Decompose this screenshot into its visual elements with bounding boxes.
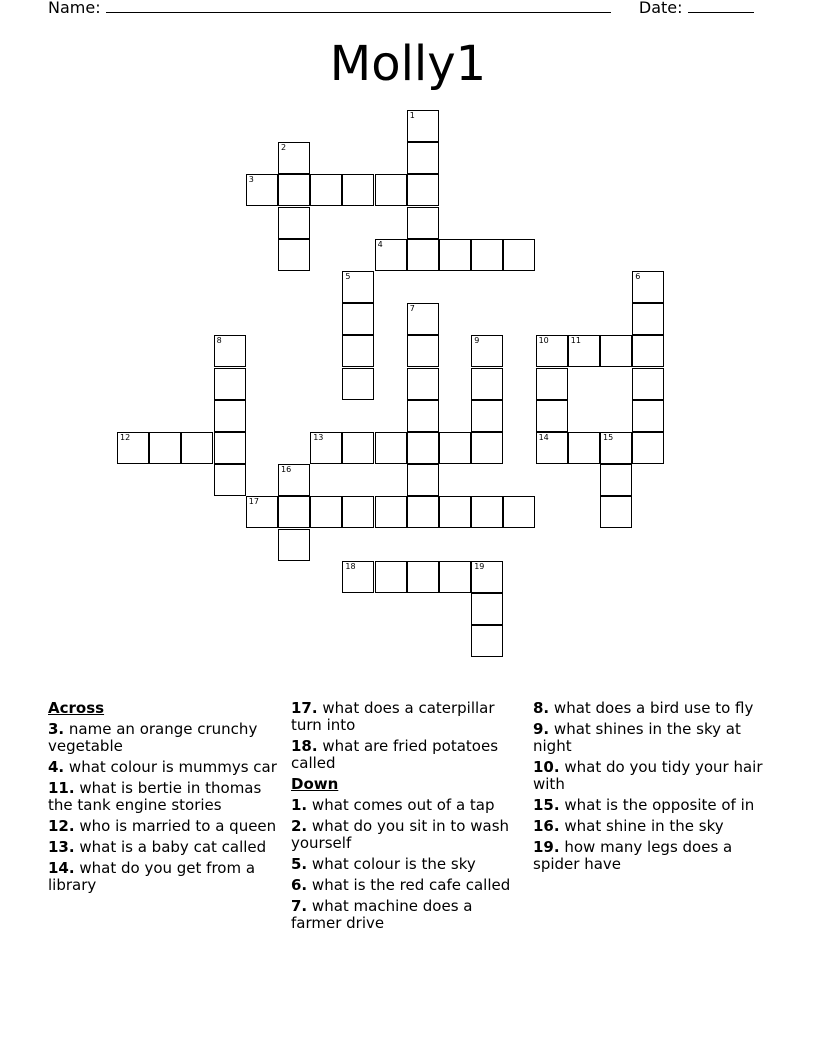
clue-item (291, 877, 526, 894)
clue-number: 19 (474, 561, 485, 571)
across-clues-list (48, 721, 283, 894)
grid-cell-10[interactable] (536, 335, 568, 367)
clue-item (48, 839, 283, 856)
clue-number: 6 (635, 272, 641, 281)
clue-item-text: what colour is mummys car (68, 758, 277, 776)
grid-cell[interactable] (600, 464, 632, 496)
grid-cell[interactable] (214, 432, 246, 464)
down-heading: Down (291, 775, 339, 793)
grid-cell[interactable] (342, 335, 374, 367)
clue-number: 5 (345, 272, 351, 281)
grid-cell[interactable] (214, 368, 246, 400)
grid-cell-18[interactable] (342, 561, 374, 593)
grid-cell[interactable] (632, 335, 664, 367)
clue-item-text: name an orange crunchy vegetable (48, 720, 258, 755)
down-clues-continued (533, 700, 768, 873)
grid-cell[interactable] (632, 432, 664, 464)
clue-number: 9 (474, 336, 480, 346)
grid-cell[interactable] (439, 496, 471, 528)
grid-cell[interactable] (181, 432, 213, 464)
grid-cell[interactable] (503, 239, 535, 271)
grid-cell[interactable] (214, 464, 246, 496)
clue-number: 16 (281, 465, 292, 475)
grid-cell-15[interactable] (600, 432, 632, 464)
clue-item-number: 3. (48, 720, 65, 738)
grid-cell[interactable] (342, 303, 374, 335)
grid-cell[interactable] (278, 529, 310, 561)
grid-cell[interactable] (375, 174, 407, 206)
grid-cell[interactable] (407, 142, 439, 174)
grid-cell[interactable] (471, 496, 503, 528)
clue-item-number: 16. (533, 817, 560, 835)
grid-cell[interactable] (439, 239, 471, 271)
clue-item (291, 818, 526, 852)
grid-cell[interactable] (407, 174, 439, 206)
grid-cell[interactable] (439, 432, 471, 464)
grid-cell[interactable] (600, 335, 632, 367)
clue-item-text: what machine does a farmer drive (291, 897, 473, 932)
clue-number: 11 (570, 336, 581, 346)
clue-number: 10 (538, 336, 549, 346)
clue-item-number: 8. (533, 699, 550, 717)
clue-item (48, 818, 283, 835)
clue-number: 15 (603, 433, 614, 442)
grid-cell[interactable] (278, 239, 310, 271)
grid-cell[interactable] (503, 496, 535, 528)
grid-cell-2[interactable] (278, 142, 310, 174)
grid-cell[interactable] (342, 368, 374, 400)
clue-item-number: 10. (533, 758, 560, 776)
clue-number: 7 (409, 304, 415, 314)
clue-number: 13 (313, 433, 324, 442)
grid-cell-14[interactable] (536, 432, 568, 464)
clue-item-number: 6. (291, 876, 308, 894)
grid-cell[interactable] (600, 496, 632, 528)
clues-column-3 (533, 700, 768, 877)
clue-number: 14 (538, 433, 549, 442)
clue-number: 12 (120, 433, 131, 442)
grid-cell[interactable] (471, 239, 503, 271)
clue-number: 1 (409, 111, 415, 120)
grid-cell[interactable] (278, 207, 310, 239)
puzzle-title: Molly1 (329, 36, 487, 92)
clue-item-text: what do you sit in to wash yourself (291, 817, 510, 852)
grid-cell-6[interactable] (632, 271, 664, 303)
grid-cell[interactable] (214, 400, 246, 432)
clue-item (533, 818, 768, 835)
clue-item-text: what shine in the sky (564, 817, 724, 835)
grid-cell-17[interactable] (246, 496, 278, 528)
clue-item-text: what colour is the sky (311, 855, 476, 873)
clue-item-number: 18. (291, 737, 318, 755)
clue-item-text: what does a bird use to fly (553, 699, 754, 717)
clue-item (533, 700, 768, 717)
clue-item-text: what is the red cafe called (311, 876, 511, 894)
grid-cell[interactable] (375, 496, 407, 528)
grid-cell[interactable] (632, 368, 664, 400)
clue-item-text: what does a caterpillar turn into (291, 699, 495, 734)
grid-cell-9[interactable] (471, 335, 503, 367)
clue-item (533, 839, 768, 873)
grid-cell[interactable] (342, 432, 374, 464)
clue-item-text: what is the opposite of in (564, 796, 755, 814)
clues-column-2 (291, 700, 526, 936)
clue-item (533, 759, 768, 793)
grid-cell[interactable] (310, 496, 342, 528)
grid-cell-7[interactable] (407, 303, 439, 335)
clue-item (533, 721, 768, 755)
clue-item (291, 856, 526, 873)
grid-cell[interactable] (407, 400, 439, 432)
clue-item (48, 860, 283, 894)
date-field[interactable] (688, 0, 754, 13)
grid-cell[interactable] (149, 432, 181, 464)
grid-cell[interactable] (407, 432, 439, 464)
clue-item-text: what do you tidy your hair with (533, 758, 763, 793)
grid-cell[interactable] (342, 174, 374, 206)
clue-item-number: 4. (48, 758, 65, 776)
clue-number: 8 (216, 336, 222, 346)
grid-cell[interactable] (536, 368, 568, 400)
name-label: Name: (48, 0, 101, 17)
clue-item-text: what shines in the sky at night (533, 720, 741, 755)
date-label: Date: (638, 0, 683, 17)
clue-item (291, 898, 526, 932)
clue-item-text: what comes out of a tap (311, 796, 495, 814)
clue-item (48, 780, 283, 814)
clue-item-number: 17. (291, 699, 318, 717)
clue-item-number: 1. (291, 796, 308, 814)
grid-cell-3[interactable] (246, 174, 278, 206)
grid-cell[interactable] (278, 496, 310, 528)
grid-cell-11[interactable] (568, 335, 600, 367)
grid-cell-13[interactable] (310, 432, 342, 464)
clue-item-text: what is a baby cat called (79, 838, 267, 856)
clue-item-number: 9. (533, 720, 550, 738)
grid-cell[interactable] (375, 432, 407, 464)
clue-item-number: 12. (48, 817, 75, 835)
grid-cell-1[interactable] (407, 110, 439, 142)
grid-cell[interactable] (310, 174, 342, 206)
clue-item-number: 13. (48, 838, 75, 856)
grid-cell-16[interactable] (278, 464, 310, 496)
clue-number: 17 (248, 497, 259, 507)
grid-cell[interactable] (375, 561, 407, 593)
grid-cell-4[interactable] (375, 239, 407, 271)
grid-cell[interactable] (632, 400, 664, 432)
clue-item-number: 2. (291, 817, 308, 835)
clue-item-number: 19. (533, 838, 560, 856)
grid-cell[interactable] (439, 561, 471, 593)
clue-number: 3 (248, 175, 254, 185)
clue-item (48, 759, 283, 776)
clue-item-text: who is married to a queen (79, 817, 277, 835)
clue-item (291, 738, 526, 772)
grid-cell[interactable] (407, 335, 439, 367)
clue-number: 4 (377, 239, 383, 249)
grid-cell-19[interactable] (471, 561, 503, 593)
clue-item-number: 14. (48, 859, 75, 877)
across-heading: Across (48, 699, 105, 717)
grid-cell[interactable] (407, 496, 439, 528)
clues-column-1 (48, 700, 283, 898)
grid-cell[interactable] (342, 496, 374, 528)
clue-number: 18 (345, 561, 356, 571)
grid-cell[interactable] (407, 207, 439, 239)
clue-item (533, 797, 768, 814)
clue-item-number: 7. (291, 897, 308, 915)
down-clues-list (291, 797, 526, 932)
clue-item-number: 11. (48, 779, 75, 797)
grid-cell[interactable] (471, 432, 503, 464)
grid-cell[interactable] (471, 625, 503, 657)
grid-cell[interactable] (278, 174, 310, 206)
grid-cell[interactable] (407, 368, 439, 400)
grid-cell[interactable] (471, 593, 503, 625)
clue-item (291, 700, 526, 734)
clue-item (291, 797, 526, 814)
clue-item-number: 15. (533, 796, 560, 814)
grid-cell[interactable] (536, 400, 568, 432)
across-clues-continued (291, 700, 526, 772)
clue-number: 2 (281, 143, 287, 153)
clue-item-text: how many legs does a spider have (533, 838, 733, 873)
grid-cell-5[interactable] (342, 271, 374, 303)
grid-cell[interactable] (568, 432, 600, 464)
grid-cell[interactable] (407, 561, 439, 593)
clue-item-text: what are fried potatoes called (291, 737, 499, 772)
grid-cell-12[interactable] (117, 432, 149, 464)
grid-cell[interactable] (407, 464, 439, 496)
header-line (48, 0, 754, 17)
name-field[interactable] (106, 0, 611, 13)
clue-item-number: 5. (291, 855, 308, 873)
clue-item-text: what do you get from a library (48, 859, 256, 894)
grid-cell[interactable] (632, 303, 664, 335)
grid-cell[interactable] (471, 400, 503, 432)
grid-cell[interactable] (407, 239, 439, 271)
grid-cell[interactable] (471, 368, 503, 400)
grid-cell-8[interactable] (214, 335, 246, 367)
clue-item (48, 721, 283, 755)
clue-item-text: what is bertie in thomas the tank engine stories (48, 779, 262, 814)
